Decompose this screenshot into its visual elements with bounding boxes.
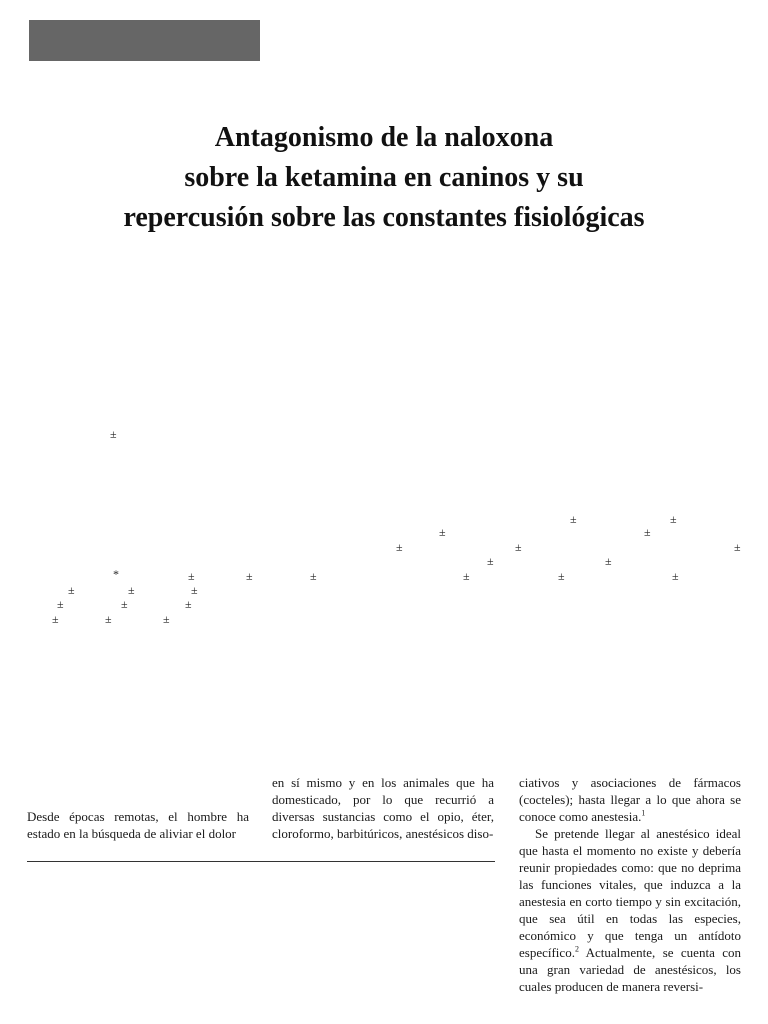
plus-minus-symbol: ± [110, 427, 117, 441]
asterisk-symbol: * [113, 567, 119, 581]
plus-minus-symbol: ± [672, 569, 679, 583]
paragraph-text: Se pretende llegar al anestésico ideal que hasta el momento no existe y debería reunir propiedades como: que no deprima las funciones vitales, que induzca a la anestesia en corto tiempo y sin excitación, que sea útil en todas las especies, económico y que tenga un antídoto específico. [519, 826, 741, 960]
plus-minus-symbol: ± [439, 525, 446, 539]
plus-minus-symbol: ± [128, 583, 135, 597]
paragraph-text: ciativos y asociaciones de fármacos (cocteles); hasta llegar a lo que ahora se conoce como anestesia. [519, 775, 741, 824]
article-title [0, 118, 768, 238]
body-column-1 [27, 808, 249, 842]
body-column-3 [519, 774, 741, 995]
plus-minus-symbol: ± [163, 612, 170, 626]
plus-minus-symbol: ± [605, 554, 612, 568]
plus-minus-symbol: ± [52, 612, 59, 626]
column-divider-rule [27, 861, 495, 862]
plus-minus-symbol: ± [670, 512, 677, 526]
plus-minus-symbol: ± [68, 583, 75, 597]
plus-minus-symbol: ± [644, 525, 651, 539]
body-column-2 [272, 774, 494, 842]
header-bar [29, 20, 260, 61]
plus-minus-symbol: ± [57, 597, 64, 611]
plus-minus-symbol: ± [188, 569, 195, 583]
plus-minus-symbol: ± [570, 512, 577, 526]
plus-minus-symbol: ± [463, 569, 470, 583]
plus-minus-symbol: ± [734, 540, 741, 554]
body-paragraph [519, 825, 741, 995]
title-line-1: Antagonismo de la naloxona [214, 122, 554, 153]
reference-marker: 1 [641, 808, 646, 818]
plus-minus-symbol: ± [185, 597, 192, 611]
plus-minus-symbol: ± [246, 569, 253, 583]
plus-minus-symbol: ± [396, 540, 403, 554]
plus-minus-symbol: ± [191, 583, 198, 597]
plus-minus-symbol: ± [310, 569, 317, 583]
body-paragraph: Desde épocas remotas, el hombre ha estado en la búsqueda de aliviar el dolor [27, 809, 249, 841]
plus-minus-symbol: ± [487, 554, 494, 568]
paragraph-text: Actualmente, se cuenta con una gran variedad de anestésicos, los cuales producen de manera reversi- [519, 945, 741, 994]
title-line-2: sobre la ketamina en caninos y su [184, 162, 584, 193]
body-paragraph: en sí mismo y en los animales que ha domesticado, por lo que recurrió a diversas sustancias como el opio, éter, cloroformo, barbitúricos, anestésicos diso- [272, 775, 494, 841]
plus-minus-symbol: ± [105, 612, 112, 626]
plus-minus-symbol: ± [515, 540, 522, 554]
reference-marker: 2 [574, 944, 579, 954]
plus-minus-symbol: ± [121, 597, 128, 611]
plus-minus-symbol: ± [558, 569, 565, 583]
body-paragraph [519, 774, 741, 825]
title-line-3: repercusión sobre las constantes fisiológicas [123, 202, 645, 233]
